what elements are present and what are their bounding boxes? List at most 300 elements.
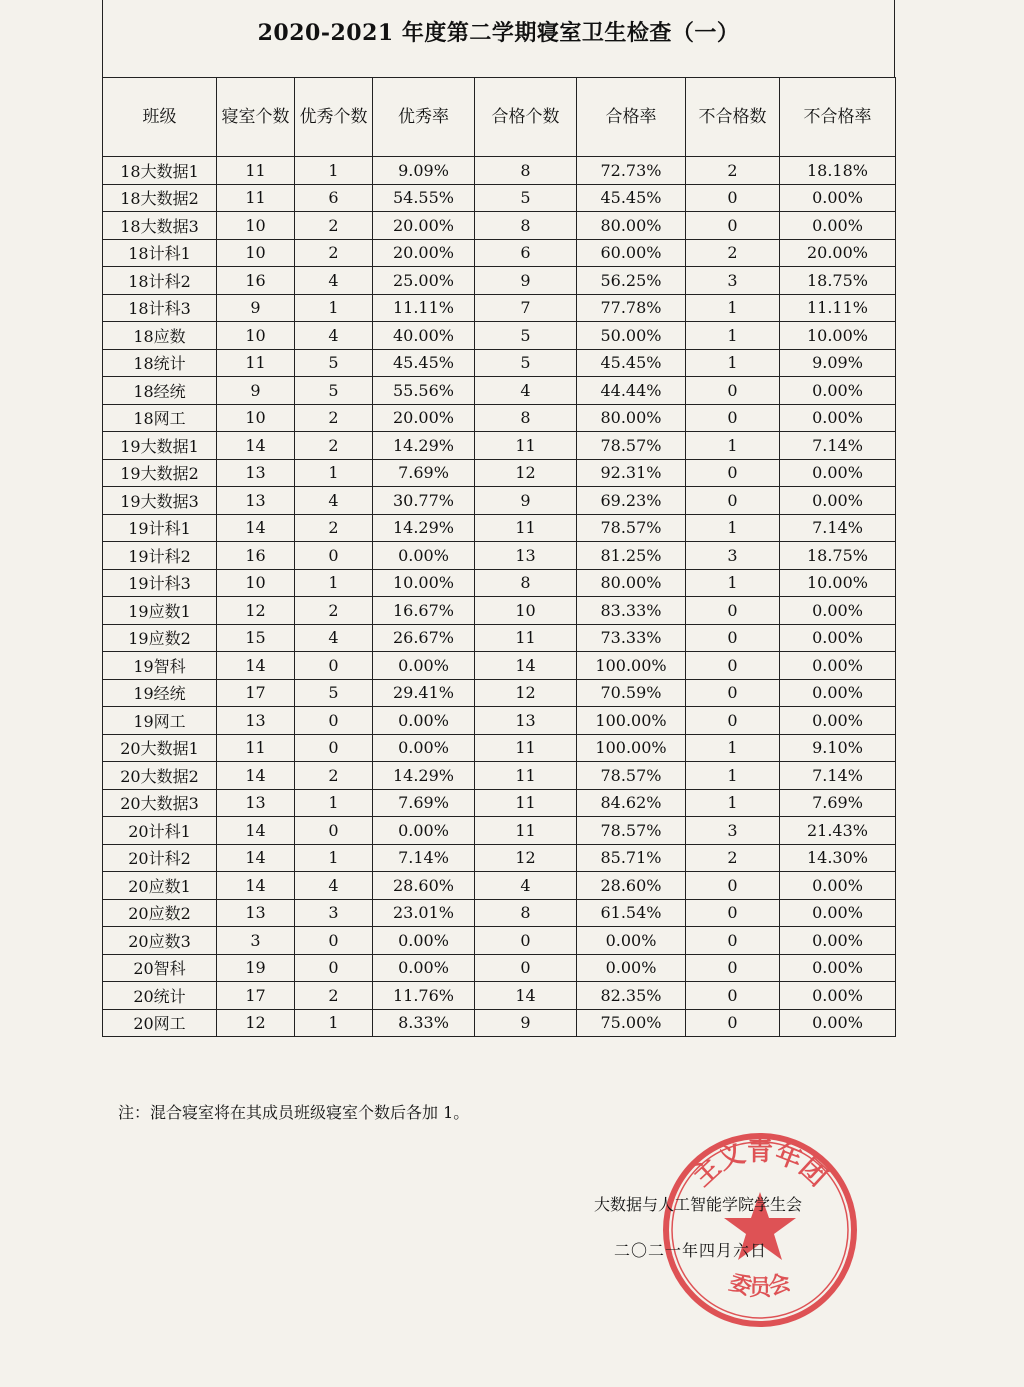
cell-room-count: 13: [217, 487, 295, 515]
cell-pass-count: 8: [475, 404, 577, 432]
cell-excellent-count: 1: [295, 459, 373, 487]
cell-excellent-rate: 0.00%: [373, 954, 475, 982]
cell-excellent-count: 0: [295, 652, 373, 680]
cell-fail-rate: 11.11%: [780, 294, 896, 322]
cell-excellent-rate: 45.45%: [373, 349, 475, 377]
cell-fail-count: 0: [686, 377, 780, 405]
cell-excellent-count: 4: [295, 267, 373, 295]
cell-excellent-count: 0: [295, 817, 373, 845]
cell-pass-rate: 85.71%: [577, 844, 686, 872]
table-row: [103, 184, 896, 212]
cell-fail-count: 1: [686, 322, 780, 350]
cell-class: 18经统: [103, 377, 217, 405]
cell-excellent-count: 0: [295, 927, 373, 955]
cell-pass-count: 9: [475, 1009, 577, 1037]
cell-excellent-count: 5: [295, 377, 373, 405]
header-excellent-rate: 优秀率: [373, 78, 475, 157]
table-row: [103, 487, 896, 515]
cell-class: 19大数据2: [103, 459, 217, 487]
cell-room-count: 9: [217, 377, 295, 405]
cell-pass-count: 14: [475, 982, 577, 1010]
header-fail-count: 不合格数: [686, 78, 780, 157]
cell-excellent-count: 0: [295, 542, 373, 570]
cell-room-count: 15: [217, 624, 295, 652]
cell-excellent-count: 2: [295, 432, 373, 460]
cell-fail-rate: 21.43%: [780, 817, 896, 845]
table-row: [103, 569, 896, 597]
cell-room-count: 10: [217, 239, 295, 267]
table-row: [103, 652, 896, 680]
cell-fail-count: 1: [686, 734, 780, 762]
cell-excellent-rate: 14.29%: [373, 432, 475, 460]
cell-room-count: 19: [217, 954, 295, 982]
cell-fail-count: 1: [686, 349, 780, 377]
table-row: [103, 734, 896, 762]
cell-room-count: 13: [217, 707, 295, 735]
cell-excellent-count: 1: [295, 157, 373, 185]
cell-pass-count: 12: [475, 679, 577, 707]
table-row: [103, 157, 896, 185]
cell-pass-count: 9: [475, 487, 577, 515]
cell-class: 20大数据1: [103, 734, 217, 762]
cell-fail-rate: 0.00%: [780, 899, 896, 927]
cell-room-count: 17: [217, 679, 295, 707]
cell-class: 20智科: [103, 954, 217, 982]
cell-room-count: 14: [217, 872, 295, 900]
table-row: [103, 679, 896, 707]
cell-excellent-rate: 23.01%: [373, 899, 475, 927]
cell-fail-count: 0: [686, 624, 780, 652]
cell-fail-rate: 14.30%: [780, 844, 896, 872]
cell-excellent-rate: 20.00%: [373, 212, 475, 240]
cell-excellent-count: 1: [295, 569, 373, 597]
cell-pass-count: 8: [475, 157, 577, 185]
cell-pass-rate: 69.23%: [577, 487, 686, 515]
cell-pass-rate: 80.00%: [577, 569, 686, 597]
cell-fail-rate: 0.00%: [780, 404, 896, 432]
cell-room-count: 3: [217, 927, 295, 955]
cell-fail-count: 0: [686, 487, 780, 515]
table-row: [103, 927, 896, 955]
cell-fail-rate: 0.00%: [780, 624, 896, 652]
cell-room-count: 12: [217, 597, 295, 625]
cell-fail-count: 0: [686, 459, 780, 487]
cell-fail-count: 0: [686, 982, 780, 1010]
cell-excellent-rate: 30.77%: [373, 487, 475, 515]
table-row: [103, 707, 896, 735]
cell-fail-count: 0: [686, 707, 780, 735]
cell-room-count: 10: [217, 322, 295, 350]
cell-room-count: 16: [217, 267, 295, 295]
cell-pass-rate: 100.00%: [577, 734, 686, 762]
cell-pass-rate: 0.00%: [577, 954, 686, 982]
cell-fail-count: 1: [686, 432, 780, 460]
cell-excellent-count: 2: [295, 239, 373, 267]
cell-class: 18应数: [103, 322, 217, 350]
cell-fail-rate: 0.00%: [780, 377, 896, 405]
cell-excellent-count: 0: [295, 707, 373, 735]
cell-class: 20应数1: [103, 872, 217, 900]
cell-excellent-rate: 16.67%: [373, 597, 475, 625]
cell-excellent-rate: 7.14%: [373, 844, 475, 872]
table-row: [103, 294, 896, 322]
cell-pass-rate: 84.62%: [577, 789, 686, 817]
cell-room-count: 13: [217, 899, 295, 927]
cell-fail-rate: 7.69%: [780, 789, 896, 817]
cell-fail-count: 0: [686, 872, 780, 900]
cell-class: 20计科1: [103, 817, 217, 845]
cell-excellent-rate: 0.00%: [373, 817, 475, 845]
cell-pass-rate: 78.57%: [577, 514, 686, 542]
cell-pass-count: 8: [475, 899, 577, 927]
cell-room-count: 11: [217, 349, 295, 377]
header-class: 班级: [103, 78, 217, 157]
cell-excellent-count: 2: [295, 514, 373, 542]
cell-fail-rate: 9.09%: [780, 349, 896, 377]
cell-fail-count: 3: [686, 817, 780, 845]
cell-excellent-count: 4: [295, 487, 373, 515]
cell-fail-rate: 0.00%: [780, 212, 896, 240]
cell-pass-count: 11: [475, 432, 577, 460]
cell-pass-count: 0: [475, 927, 577, 955]
table-row: [103, 404, 896, 432]
cell-fail-count: 0: [686, 899, 780, 927]
table-row: [103, 239, 896, 267]
document-title: 2020-2021 年度第二学期寝室卫生检查（一）: [257, 20, 740, 46]
cell-class: 20应数2: [103, 899, 217, 927]
table-row: [103, 899, 896, 927]
cell-pass-rate: 73.33%: [577, 624, 686, 652]
cell-fail-count: 0: [686, 927, 780, 955]
cell-excellent-rate: 25.00%: [373, 267, 475, 295]
cell-excellent-count: 5: [295, 349, 373, 377]
cell-excellent-count: 5: [295, 679, 373, 707]
cell-room-count: 11: [217, 734, 295, 762]
table-row: [103, 982, 896, 1010]
cell-pass-count: 0: [475, 954, 577, 982]
cell-fail-rate: 10.00%: [780, 322, 896, 350]
table-row: [103, 762, 896, 790]
official-seal: [660, 1130, 860, 1330]
cell-pass-rate: 78.57%: [577, 432, 686, 460]
cell-class: 19应数2: [103, 624, 217, 652]
cell-pass-count: 11: [475, 762, 577, 790]
cell-pass-count: 11: [475, 734, 577, 762]
cell-pass-count: 14: [475, 652, 577, 680]
cell-fail-rate: 18.18%: [780, 157, 896, 185]
cell-room-count: 14: [217, 652, 295, 680]
cell-room-count: 10: [217, 569, 295, 597]
cell-pass-count: 6: [475, 239, 577, 267]
cell-excellent-rate: 9.09%: [373, 157, 475, 185]
cell-pass-count: 13: [475, 707, 577, 735]
cell-fail-rate: 0.00%: [780, 1009, 896, 1037]
cell-pass-rate: 45.45%: [577, 349, 686, 377]
cell-pass-count: 9: [475, 267, 577, 295]
cell-class: 19计科2: [103, 542, 217, 570]
table-row: [103, 954, 896, 982]
cell-pass-count: 5: [475, 349, 577, 377]
cell-pass-rate: 72.73%: [577, 157, 686, 185]
inspection-table: [102, 77, 896, 1037]
cell-room-count: 14: [217, 432, 295, 460]
cell-pass-rate: 61.54%: [577, 899, 686, 927]
cell-fail-rate: 7.14%: [780, 514, 896, 542]
cell-pass-rate: 83.33%: [577, 597, 686, 625]
cell-excellent-count: 2: [295, 982, 373, 1010]
cell-excellent-rate: 7.69%: [373, 789, 475, 817]
cell-class: 19大数据1: [103, 432, 217, 460]
cell-fail-rate: 0.00%: [780, 652, 896, 680]
cell-excellent-rate: 0.00%: [373, 652, 475, 680]
cell-fail-count: 2: [686, 844, 780, 872]
header-room-count: 寝室个数: [217, 78, 295, 157]
cell-excellent-rate: 0.00%: [373, 542, 475, 570]
cell-fail-count: 1: [686, 294, 780, 322]
cell-excellent-rate: 20.00%: [373, 239, 475, 267]
cell-room-count: 17: [217, 982, 295, 1010]
cell-fail-rate: 7.14%: [780, 432, 896, 460]
cell-room-count: 12: [217, 1009, 295, 1037]
cell-pass-rate: 78.57%: [577, 762, 686, 790]
cell-class: 19应数1: [103, 597, 217, 625]
cell-excellent-rate: 28.60%: [373, 872, 475, 900]
cell-fail-rate: 20.00%: [780, 239, 896, 267]
cell-room-count: 11: [217, 157, 295, 185]
cell-excellent-count: 4: [295, 872, 373, 900]
cell-pass-rate: 82.35%: [577, 982, 686, 1010]
seal-top-text: 主义青年团: [687, 1137, 833, 1193]
cell-excellent-rate: 8.33%: [373, 1009, 475, 1037]
cell-excellent-count: 1: [295, 294, 373, 322]
header-fail-rate: 不合格率: [780, 78, 896, 157]
cell-fail-rate: 18.75%: [780, 267, 896, 295]
footnote: 注：混合寝室将在其成员班级寝室个数后各加 1。: [118, 1103, 470, 1122]
cell-pass-count: 7: [475, 294, 577, 322]
cell-fail-rate: 0.00%: [780, 982, 896, 1010]
cell-class: 19计科1: [103, 514, 217, 542]
cell-class: 18计科2: [103, 267, 217, 295]
cell-fail-count: 1: [686, 514, 780, 542]
cell-fail-count: 1: [686, 789, 780, 817]
cell-class: 19智科: [103, 652, 217, 680]
cell-fail-count: 3: [686, 267, 780, 295]
cell-room-count: 14: [217, 514, 295, 542]
cell-class: 20大数据3: [103, 789, 217, 817]
cell-fail-count: 0: [686, 652, 780, 680]
cell-excellent-rate: 26.67%: [373, 624, 475, 652]
issuer-name: 大数据与人工智能学院学生会: [594, 1195, 803, 1214]
cell-excellent-rate: 0.00%: [373, 707, 475, 735]
cell-pass-count: 12: [475, 844, 577, 872]
cell-fail-count: 3: [686, 542, 780, 570]
cell-room-count: 10: [217, 212, 295, 240]
cell-excellent-count: 3: [295, 899, 373, 927]
cell-room-count: 11: [217, 184, 295, 212]
cell-pass-rate: 80.00%: [577, 404, 686, 432]
cell-pass-rate: 81.25%: [577, 542, 686, 570]
issue-date: 二〇二一年四月六日: [614, 1241, 768, 1260]
table-row: [103, 267, 896, 295]
cell-excellent-count: 1: [295, 844, 373, 872]
cell-class: 18计科1: [103, 239, 217, 267]
cell-excellent-count: 0: [295, 954, 373, 982]
table-row: [103, 377, 896, 405]
cell-pass-rate: 50.00%: [577, 322, 686, 350]
table-row: [103, 872, 896, 900]
cell-class: 20网工: [103, 1009, 217, 1037]
cell-fail-count: 0: [686, 184, 780, 212]
cell-pass-count: 10: [475, 597, 577, 625]
cell-fail-count: 0: [686, 212, 780, 240]
cell-excellent-count: 2: [295, 597, 373, 625]
table-body: [103, 157, 896, 1037]
cell-fail-rate: 0.00%: [780, 459, 896, 487]
cell-excellent-rate: 54.55%: [373, 184, 475, 212]
cell-class: 20统计: [103, 982, 217, 1010]
cell-pass-count: 12: [475, 459, 577, 487]
cell-excellent-count: 2: [295, 404, 373, 432]
cell-fail-count: 0: [686, 597, 780, 625]
cell-excellent-rate: 10.00%: [373, 569, 475, 597]
header-pass-count: 合格个数: [475, 78, 577, 157]
cell-class: 19经统: [103, 679, 217, 707]
cell-class: 19网工: [103, 707, 217, 735]
cell-excellent-rate: 29.41%: [373, 679, 475, 707]
cell-fail-rate: 9.10%: [780, 734, 896, 762]
cell-class: 18大数据1: [103, 157, 217, 185]
cell-excellent-count: 1: [295, 1009, 373, 1037]
cell-pass-rate: 44.44%: [577, 377, 686, 405]
table-row: [103, 459, 896, 487]
cell-excellent-rate: 11.76%: [373, 982, 475, 1010]
cell-fail-count: 1: [686, 762, 780, 790]
cell-room-count: 16: [217, 542, 295, 570]
cell-excellent-rate: 55.56%: [373, 377, 475, 405]
cell-fail-count: 2: [686, 239, 780, 267]
cell-pass-rate: 80.00%: [577, 212, 686, 240]
table-row: [103, 542, 896, 570]
cell-room-count: 13: [217, 459, 295, 487]
cell-class: 20大数据2: [103, 762, 217, 790]
cell-pass-count: 11: [475, 817, 577, 845]
cell-room-count: 14: [217, 762, 295, 790]
cell-pass-rate: 28.60%: [577, 872, 686, 900]
cell-class: 18网工: [103, 404, 217, 432]
cell-class: 20计科2: [103, 844, 217, 872]
cell-fail-count: 0: [686, 954, 780, 982]
table-row: [103, 514, 896, 542]
cell-class: 19大数据3: [103, 487, 217, 515]
cell-excellent-count: 4: [295, 624, 373, 652]
cell-pass-count: 5: [475, 322, 577, 350]
cell-room-count: 14: [217, 844, 295, 872]
table-row: [103, 624, 896, 652]
cell-fail-rate: 10.00%: [780, 569, 896, 597]
cell-fail-rate: 0.00%: [780, 184, 896, 212]
cell-fail-count: 0: [686, 679, 780, 707]
cell-fail-count: 0: [686, 404, 780, 432]
cell-pass-rate: 92.31%: [577, 459, 686, 487]
table-row: [103, 597, 896, 625]
cell-pass-rate: 70.59%: [577, 679, 686, 707]
cell-excellent-count: 6: [295, 184, 373, 212]
cell-fail-count: 2: [686, 157, 780, 185]
cell-room-count: 13: [217, 789, 295, 817]
cell-excellent-count: 0: [295, 734, 373, 762]
cell-pass-rate: 77.78%: [577, 294, 686, 322]
table-row: [103, 817, 896, 845]
cell-excellent-rate: 40.00%: [373, 322, 475, 350]
table-row: [103, 322, 896, 350]
cell-excellent-rate: 11.11%: [373, 294, 475, 322]
cell-pass-rate: 75.00%: [577, 1009, 686, 1037]
cell-pass-count: 8: [475, 569, 577, 597]
cell-fail-rate: 0.00%: [780, 954, 896, 982]
cell-pass-count: 5: [475, 184, 577, 212]
table-row: [103, 789, 896, 817]
cell-class: 18大数据2: [103, 184, 217, 212]
cell-class: 18统计: [103, 349, 217, 377]
cell-excellent-rate: 14.29%: [373, 514, 475, 542]
cell-class: 20应数3: [103, 927, 217, 955]
cell-pass-count: 8: [475, 212, 577, 240]
cell-excellent-count: 4: [295, 322, 373, 350]
cell-excellent-count: 1: [295, 789, 373, 817]
cell-class: 18计科3: [103, 294, 217, 322]
cell-pass-rate: 100.00%: [577, 707, 686, 735]
cell-pass-count: 11: [475, 789, 577, 817]
cell-pass-count: 13: [475, 542, 577, 570]
cell-pass-rate: 60.00%: [577, 239, 686, 267]
cell-pass-count: 11: [475, 624, 577, 652]
table-row: [103, 844, 896, 872]
header-excellent-count: 优秀个数: [295, 78, 373, 157]
table-row: [103, 212, 896, 240]
cell-room-count: 9: [217, 294, 295, 322]
table-row: [103, 1009, 896, 1037]
cell-class: 18大数据3: [103, 212, 217, 240]
cell-excellent-rate: 20.00%: [373, 404, 475, 432]
cell-excellent-rate: 0.00%: [373, 734, 475, 762]
table-row: [103, 349, 896, 377]
cell-fail-rate: 0.00%: [780, 679, 896, 707]
cell-pass-count: 4: [475, 872, 577, 900]
seal-bottom-text: 委员会: [726, 1270, 794, 1301]
cell-pass-rate: 0.00%: [577, 927, 686, 955]
cell-fail-rate: 0.00%: [780, 872, 896, 900]
cell-fail-count: 0: [686, 1009, 780, 1037]
cell-pass-rate: 45.45%: [577, 184, 686, 212]
cell-room-count: 10: [217, 404, 295, 432]
cell-room-count: 14: [217, 817, 295, 845]
title-box: [102, 0, 895, 78]
cell-excellent-rate: 14.29%: [373, 762, 475, 790]
cell-pass-rate: 78.57%: [577, 817, 686, 845]
cell-pass-rate: 100.00%: [577, 652, 686, 680]
cell-pass-count: 4: [475, 377, 577, 405]
cell-fail-rate: 0.00%: [780, 927, 896, 955]
cell-pass-rate: 56.25%: [577, 267, 686, 295]
cell-excellent-count: 2: [295, 762, 373, 790]
cell-fail-rate: 0.00%: [780, 707, 896, 735]
header-pass-rate: 合格率: [577, 78, 686, 157]
cell-class: 19计科3: [103, 569, 217, 597]
cell-pass-count: 11: [475, 514, 577, 542]
cell-fail-count: 1: [686, 569, 780, 597]
table-header-row: [103, 78, 896, 157]
cell-fail-rate: 0.00%: [780, 487, 896, 515]
